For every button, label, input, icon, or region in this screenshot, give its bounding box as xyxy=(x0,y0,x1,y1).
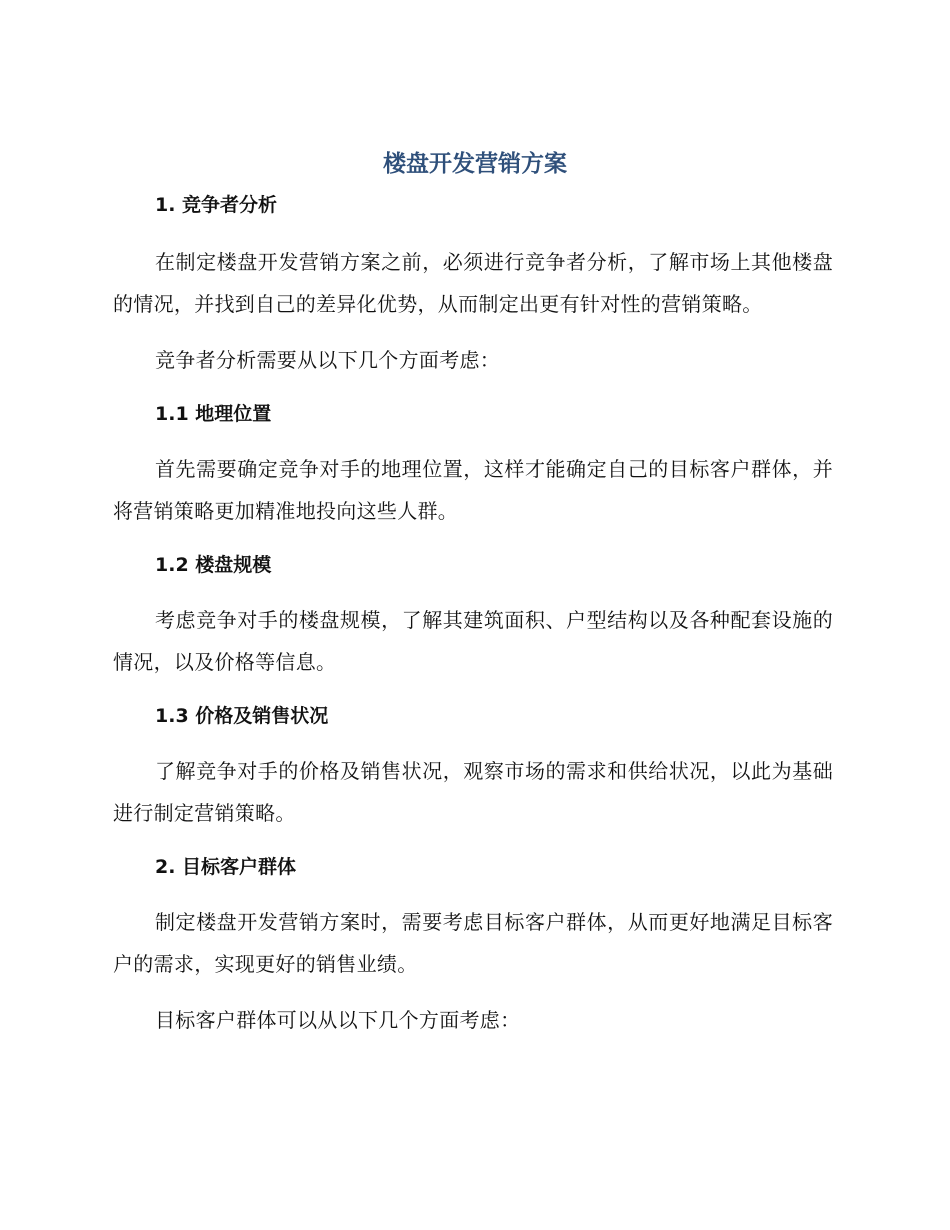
section-heading-competitor-analysis: 1. 竞争者分析 xyxy=(155,194,278,216)
document-title: 楼盘开发营销方案 xyxy=(383,151,567,177)
section-heading-scale: 1.2 楼盘规模 xyxy=(155,554,272,576)
paragraph-location: 首先需要确定竞争对手的地理位置，这样才能确定自己的目标客户群体，并将营销策略更加精准地投向这些人群。 xyxy=(113,457,833,523)
section-heading-location: 1.1 地理位置 xyxy=(155,403,272,425)
paragraph-competitor-aspects: 竞争者分析需要从以下几个方面考虑： xyxy=(155,348,501,372)
paragraph-target-customers: 制定楼盘开发营销方案时，需要考虑目标客户群体，从而更好地满足目标客户的需求，实现更好的销售业绩。 xyxy=(113,910,833,976)
paragraph-scale: 考虑竞争对手的楼盘规模，了解其建筑面积、户型结构以及各种配套设施的情况，以及价格等信息。 xyxy=(113,608,833,674)
paragraph-target-aspects: 目标客户群体可以从以下几个方面考虑： xyxy=(155,1008,521,1032)
paragraph-price-sales: 了解竞争对手的价格及销售状况，观察市场的需求和供给状况，以此为基础进行制定营销策略。 xyxy=(113,759,833,825)
document-body xyxy=(113,190,833,1041)
section-heading-target-customers: 2. 目标客户群体 xyxy=(155,856,297,878)
paragraph-competitor-intro: 在制定楼盘开发营销方案之前，必须进行竞争者分析，了解市场上其他楼盘的情况，并找到自己的差异化优势，从而制定出更有针对性的营销策略。 xyxy=(113,250,833,316)
section-heading-price-sales: 1.3 价格及销售状况 xyxy=(155,705,329,727)
